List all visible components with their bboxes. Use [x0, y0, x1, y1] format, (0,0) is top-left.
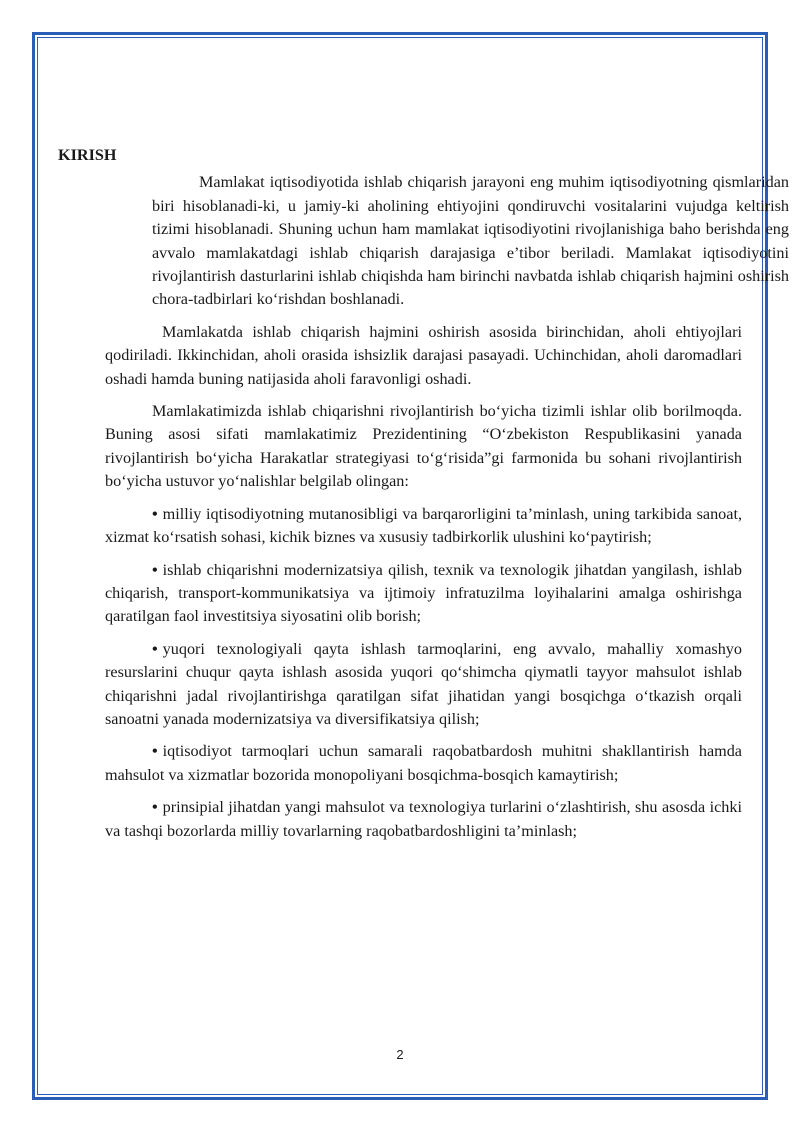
- list-item: [105, 559, 742, 629]
- list-item-text: ishlab chiqarishni modernizatsiya qilish, texnik va texnologik jihatdan yangilash, ishlab chiqarish, transport-kommunikatsiya va ijtimoiy infratuzilma loyihalarini amalga oshirishga qaratilgan faol investitsiya siyosatini olib borish;: [105, 560, 742, 626]
- bullet-icon: •: [152, 639, 158, 658]
- list-item: [105, 740, 742, 787]
- list-item: [105, 503, 742, 550]
- list-item-text: yuqori texnologiyali qayta ishlash tarmoqlarini, eng avvalo, mahalliy xomashyo resurslarini chuqur qayta ishlash asosida yuqori qo‘shimcha qiymatli tayyor mahsulot ishlab chiqarishni jadal rivojlantirishga qaratilgan sifat jihatidan yangi bosqichga o‘tkazish orqali sanoatni yanada modernizatsiya va diversifikatsiya qilish;: [105, 639, 742, 728]
- paragraph-strategy: Mamlakatimizda ishlab chiqarishni rivojlantirish bo‘yicha tizimli ishlar olib borilmoqda. Buning asosi sifati mamlakatimiz Prezidentining “O‘zbekiston Respublikasini yanada rivojlantirish bo‘yicha Harakatlar strategiyasi to‘g‘risida”gi farmonida bu sohani rivojlantirish bo‘yicha ustuvor yo‘nalishlar belgilab olingan:: [105, 402, 742, 491]
- paragraph-intro: Mamlakat iqtisodiyotida ishlab chiqarish jarayoni eng muhim iqtisodiyotning qismlaridan biri hisoblanadi-ki, u jamiy-ki aholining ehtiyojini qondiruvchi vositalarini vujudga keltirish tizimi hisoblanadi. Shuning uchun ham mamlakat iqtisodiyotini rivojlanishiga baho berishda eng avvalo mamlakatdagi ishlab chiqarish darajasiga e’tibor beriladi. Mamlakat iqtisodiyotini rivojlantirish dasturlarini ishlab chiqishda ham birinchi navbatda ishlab chiqarish hajmini oshirish chora-tadbirlari ko‘rishdan boshlanadi.: [152, 173, 789, 309]
- bullet-icon: •: [152, 742, 158, 761]
- bullet-icon: •: [152, 798, 158, 817]
- section-heading: KIRISH: [58, 146, 117, 164]
- list-item-text: milliy iqtisodiyotning mutanosibligi va barqarorligini ta’minlash, uning tarkibida sanoat, xizmat ko‘rsatish sohasi, kichik biznes va xususiy tadbirkorlik ulushini ko‘paytirish;: [105, 504, 742, 547]
- list-item-text: iqtisodiyot tarmoqlari uchun samarali raqobatbardosh muhitni shakllantirish hamda mahsulot va xizmatlar bozorida monopoliyani bosqichma-bosqich kamaytirish;: [105, 742, 742, 784]
- bullet-icon: •: [152, 504, 158, 523]
- list-item: [105, 796, 742, 843]
- paragraph-benefits: Mamlakatda ishlab chiqarish hajmini oshirish asosida birinchidan, aholi ehtiyojlari qodiriladi. Ikkinchidan, aholi orasida ishsizlik darajasi pasayadi. Uchinchidan, aholi daromadlari oshadi hamda buning natijasida aholi faravonligi oshadi.: [105, 322, 742, 388]
- list-item: [105, 638, 742, 732]
- page-number: 2: [396, 1047, 404, 1062]
- document-body: [58, 144, 789, 852]
- bullet-icon: •: [152, 560, 158, 579]
- list-item-text: prinsipial jihatdan yangi mahsulot va texnologiya turlarini o‘zlashtirish, shu asosda ichki va tashqi bozorlarda milliy tovarlarning raqobatbardoshligini ta’minlash;: [105, 798, 742, 840]
